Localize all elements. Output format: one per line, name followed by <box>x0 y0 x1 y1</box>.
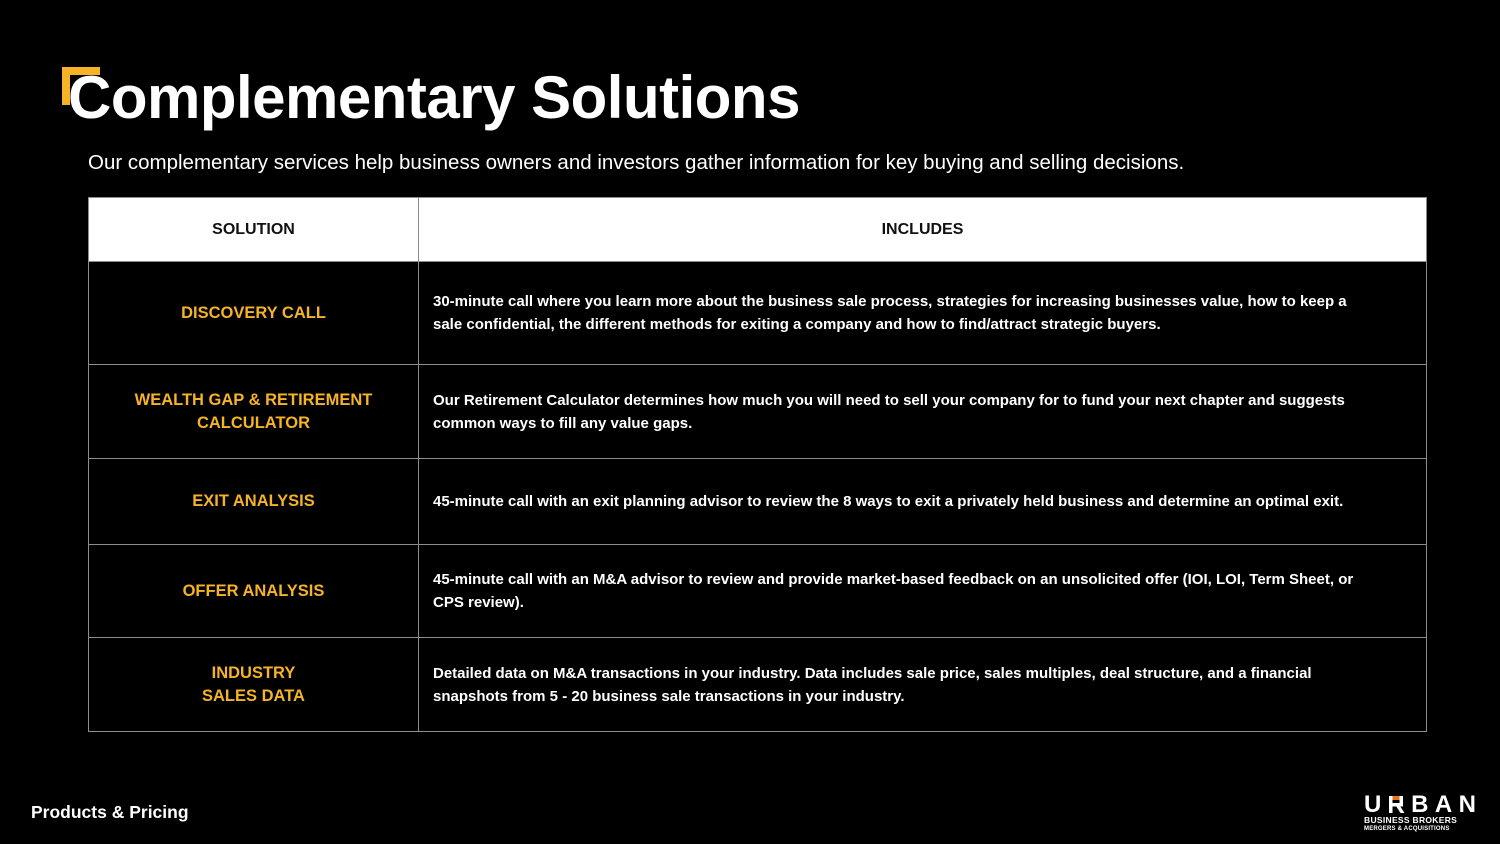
table-row <box>89 365 1427 459</box>
includes-line: 45-minute call with an exit planning advisor to review the 8 ways to exit a privately held business and determine an optimal exit. <box>433 493 1344 510</box>
table-row <box>89 545 1427 638</box>
solution-name <box>89 638 419 732</box>
solution-name-line: SALES DATA <box>202 686 305 705</box>
solution-name-line: CALCULATOR <box>196 413 311 432</box>
table-row <box>89 459 1427 545</box>
solution-includes <box>419 545 1427 638</box>
includes-line: Our Retirement Calculator determines how much you will need to sell your company for to fund your next chapter and suggests <box>433 391 1345 409</box>
logo-tagline-primary: BUSINESS BROKERS <box>1364 815 1458 825</box>
solution-name <box>89 545 419 638</box>
solution-name <box>89 365 419 459</box>
solution-name-line: INDUSTRY <box>211 663 296 682</box>
solution-includes <box>419 459 1427 545</box>
logo-wordmark <box>1364 793 1476 816</box>
table-row <box>89 262 1427 365</box>
column-header-solution: SOLUTION <box>89 198 419 262</box>
logo-stylized-r-icon <box>1388 795 1405 814</box>
solution-name-line: OFFER ANALYSIS <box>182 581 325 600</box>
logo-letter-u: U <box>1364 791 1382 818</box>
logo-letter-b: B <box>1411 791 1429 818</box>
solution-includes <box>419 638 1427 732</box>
includes-line: sale confidential, the different methods for exiting a company and how to find/attract strategic buyers. <box>433 316 1161 333</box>
page-title: Complementary Solutions <box>68 64 800 131</box>
includes-line: 45-minute call with an M&A advisor to review and provide market-based feedback on an unsolicited offer (IOI, LOI, Term Sheet, or <box>433 571 1354 588</box>
solution-includes <box>419 365 1427 459</box>
includes-line: snapshots from 5 - 20 business sale transactions in your industry. <box>433 687 905 705</box>
logo-letter-a: A <box>1434 791 1453 818</box>
column-header-includes: INCLUDES <box>419 198 1427 262</box>
footer-section-label: Products & Pricing <box>31 802 189 822</box>
solution-name <box>89 262 419 365</box>
page-subtitle: Our complementary services help business owners and investors gather information for key buying and selling decisions. <box>88 151 1185 174</box>
solution-name-line: WEALTH GAP & RETIREMENT <box>134 390 373 409</box>
logo-tagline-secondary: MERGERS & ACQUISITIONS <box>1364 826 1450 832</box>
solutions-table <box>88 197 1427 732</box>
table-header-row <box>89 198 1427 262</box>
includes-line: Detailed data on M&A transactions in your industry. Data includes sale price, sales multiples, deal structure, and a financial <box>433 664 1312 682</box>
solution-includes <box>419 262 1427 365</box>
table-row <box>89 638 1427 732</box>
solution-name-line: DISCOVERY CALL <box>181 303 326 322</box>
includes-line: common ways to fill any value gaps. <box>433 414 693 432</box>
logo-letter-n: N <box>1458 791 1476 818</box>
includes-line: CPS review). <box>433 594 524 611</box>
includes-line: 30-minute call where you learn more about the business sale process, strategies for increasing businesses value, how to keep a <box>433 293 1347 310</box>
solution-name <box>89 459 419 545</box>
solution-name-line: EXIT ANALYSIS <box>192 492 315 510</box>
urban-business-brokers-logo <box>1364 793 1476 833</box>
